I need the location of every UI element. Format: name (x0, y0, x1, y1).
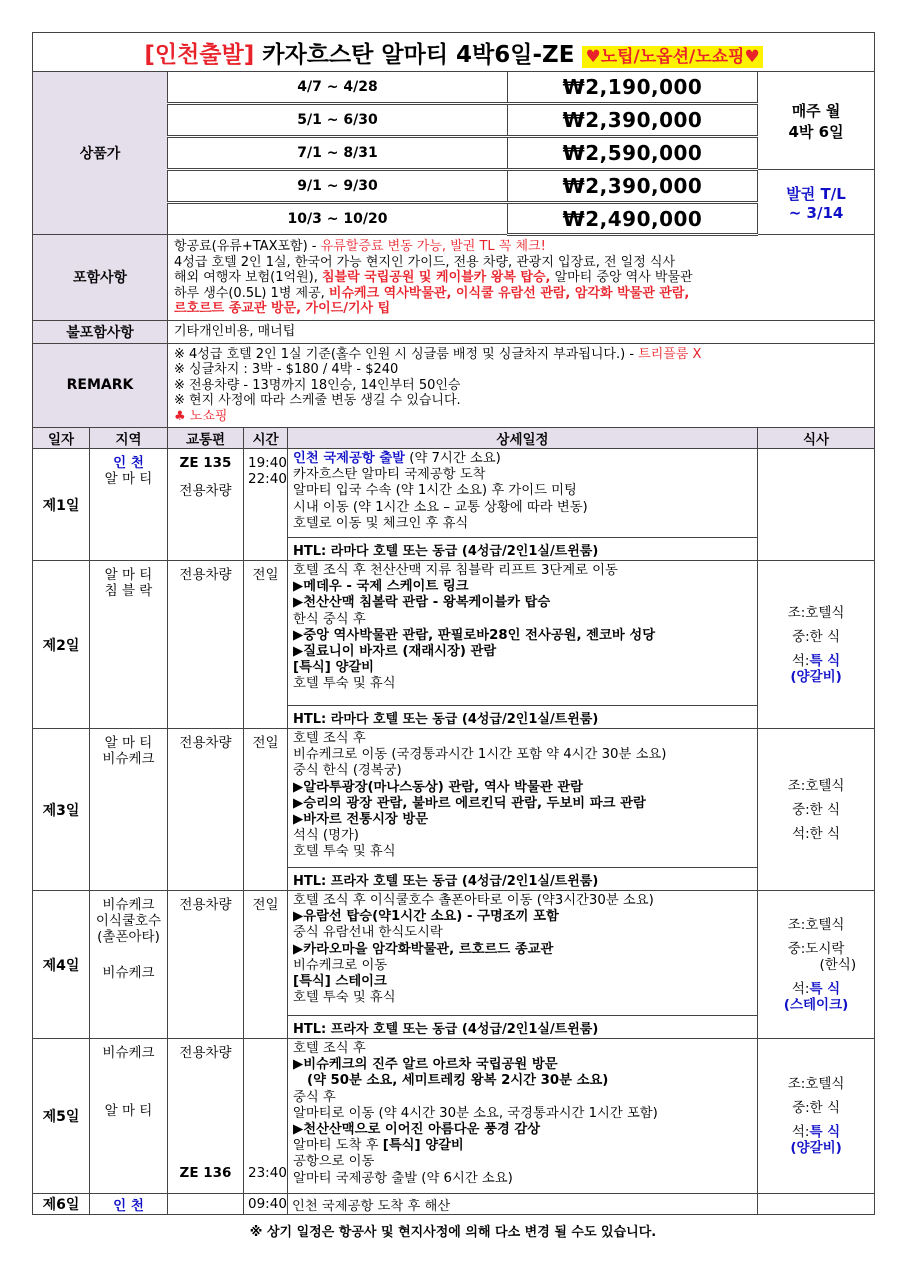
included-label: 포함사항 (33, 235, 168, 321)
region-name: 알 마 티 (104, 471, 153, 487)
schedule-note-2: 4박 6일 (788, 122, 844, 141)
price-date: 10/3 ~ 10/20 (168, 203, 508, 235)
day-transport: 전용차량 (168, 891, 244, 1039)
region-name: 비슈케크 (102, 1045, 155, 1061)
meal-special-detail: (양갈비) (790, 668, 842, 685)
detail-line: ▶중앙 역사박물관 관람, 판필로바28인 전사공원, 젠코바 성당 (293, 627, 656, 643)
included-line: 알마티 중앙 역사 박물관 (550, 270, 693, 285)
meal-dinner: 석:한 식 (792, 825, 841, 842)
detail-line: ▶유람선 탑승(약1시간 소요) - 구명조끼 포함 (293, 909, 559, 925)
day-time: 전일 (244, 561, 288, 729)
time-value: 19:40 (248, 455, 287, 471)
included-content (168, 235, 875, 321)
meal-breakfast: 조:호텔식 (787, 777, 845, 794)
region-name: 알 마 티 (104, 735, 153, 751)
day-time: 전일 (244, 729, 288, 891)
day-detail (288, 891, 758, 1016)
detail-line: 비슈케크로 이동 (293, 957, 388, 973)
title-main: 카자흐스탄 알마티 4박6일-ZE (262, 41, 575, 68)
detail-line: ▶메데우 - 국제 스케이트 링크 (293, 579, 469, 595)
detail-line: [특식] 양갈비 (293, 660, 375, 676)
day-meal (758, 449, 875, 561)
detail-line: (약 50분 소요, 세미트레킹 왕복 2시간 30분 소요) (307, 1073, 609, 1089)
region-name: (촐폰아타) (97, 929, 160, 945)
remark-line: ※ 4성급 호텔 2인 1실 기준(홀수 인원 시 싱글룸 배정 및 싱글차지 부과됩니다.) - (174, 346, 639, 362)
meal-special-detail: (스테이크) (783, 996, 849, 1013)
meal-special-detail: (양갈비) (790, 1140, 842, 1156)
meal-lunch: 중:한 식 (792, 801, 841, 818)
detail-line: 시내 이동 (약 1시간 소요 – 교통 상황에 따라 변동) (293, 499, 588, 515)
title-prefix: [인천출발] (144, 41, 255, 68)
header-time: 시간 (244, 428, 288, 449)
day-region (90, 891, 168, 1039)
included-highlight: 침블락 국립공원 및 케이블카 왕복 탑승, (321, 270, 551, 285)
day-label: 제5일 (33, 1039, 90, 1194)
remark-line: ※ 현지 사정에 따라 스케줄 변동 생길 수 있습니다. (174, 393, 461, 408)
detail-line: 한식 중식 후 (293, 611, 366, 627)
detail-line: 알마티 입국 수속 (약 1시간 소요) 후 가이드 미팅 (293, 483, 577, 499)
detail-line: 호텔 조식 후 이식쿨호수 촐폰아타로 이동 (약3시간30분 소요) (293, 893, 654, 908)
meal-lunch: 중:한 식 (792, 628, 841, 645)
day-label: 제3일 (33, 729, 90, 891)
included-highlight: 르호르트 종교관 방문, 가이드/기사 팁 (174, 301, 391, 316)
day-time: 전일 (244, 891, 288, 1039)
itinerary-page (32, 32, 874, 1240)
day-region: 인 천 (90, 1194, 168, 1215)
detail-line: 비슈케크로 이동 (국경통과시간 1시간 포함 약 4시간 30분 소요) (293, 747, 667, 763)
included-line: 하루 생수(0.5L) 1병 제공, (174, 285, 329, 301)
hotel-info: HTL: 라마다 호텔 또는 동급 (4성급/2인1실/트윈룸) (288, 538, 758, 561)
header-meal: 식사 (758, 428, 875, 449)
excluded-label: 불포함사항 (33, 320, 168, 343)
region-name: 인 천 (113, 455, 144, 471)
day-meal (758, 1039, 875, 1194)
meal-breakfast: 조:호텔식 (787, 916, 845, 933)
meal-lunch-detail: (한식) (819, 956, 857, 973)
detail-line: 중식 후 (293, 1089, 336, 1105)
detail-line: [특식] 스테이크 (293, 974, 387, 990)
detail-line: ▶천산산맥 침볼락 관람 - 왕복케이블카 탑승 (293, 595, 551, 611)
remark-line: 노쇼핑 (189, 408, 228, 424)
day-region (90, 729, 168, 891)
detail-line: [특식] 양갈비 (382, 1138, 464, 1154)
detail-line: 호텔 투숙 및 휴식 (293, 990, 396, 1006)
price-value: ₩2,390,000 (508, 170, 758, 203)
schedule-note (758, 72, 875, 170)
detail-line: ▶승리의 광장 관람, 불바르 에르킨딕 관람, 두보비 파크 관람 (293, 795, 646, 811)
detail-line: ▶알라투광장(마나스동상) 관람, 역사 박물관 관람 (293, 779, 583, 795)
day-transport: 전용차량 (168, 729, 244, 891)
region-name: 침 블 락 (104, 583, 153, 599)
day-label: 제6일 (33, 1194, 90, 1215)
detail-line: 알마티로 이동 (약 4시간 30분 소요, 국경통과시간 1시간 포함) (293, 1105, 658, 1121)
header-region: 지역 (90, 428, 168, 449)
remark-note: 트리플룸 X (638, 346, 702, 362)
header-transport: 교통편 (168, 428, 244, 449)
schedule-note-1: 매주 월 (791, 101, 841, 120)
included-highlight: 비슈케크 역사박물관, 이식쿨 유람선 관람, 암각화 박물관 관람, (328, 285, 690, 301)
hotel-info: HTL: 프라자 호텔 또는 동급 (4성급/2인1실/트윈룸) (288, 868, 758, 891)
day-label: 제2일 (33, 561, 90, 729)
meal-dinner: 석: (791, 1124, 810, 1140)
header-day: 일자 (33, 428, 90, 449)
detail-line: 호텔로 이동 및 체크인 후 휴식 (293, 515, 469, 531)
region-name: 알 마 티 (104, 1103, 153, 1119)
detail-line: 알마티 도착 후 (293, 1138, 383, 1154)
day-detail (288, 449, 758, 538)
transport-type: 전용차량 (179, 1045, 232, 1061)
title-tag-text: 노팁/노옵션/노쇼핑 (600, 46, 745, 67)
day-transport (168, 1194, 244, 1215)
day-region (90, 449, 168, 561)
detail-line: 중식 유람선내 한식도시락 (293, 925, 443, 941)
meal-dinner: 석: (791, 652, 810, 669)
detail-line: 호텔 투숙 및 휴식 (293, 844, 396, 860)
meal-lunch: 중:도시락 (787, 940, 845, 957)
detail-line: ▶바자르 전통시장 방문 (293, 812, 429, 828)
itinerary-table (32, 32, 875, 1215)
hotel-info: HTL: 라마다 호텔 또는 동급 (4성급/2인1실/트윈룸) (288, 706, 758, 729)
meal-special: 특 식 (809, 652, 841, 669)
header-detail: 상세일정 (288, 428, 758, 449)
detail-line: 중식 한식 (경복궁) (293, 763, 402, 779)
meal-special: 특 식 (809, 1124, 841, 1140)
detail-line: 알마티 국제공항 출발 (약 6시간 소요) (293, 1170, 513, 1186)
day-detail: 인천 국제공항 도착 후 해산 (288, 1194, 758, 1215)
day-time (244, 449, 288, 561)
page-title (33, 33, 875, 72)
day-transport (168, 1039, 244, 1194)
region-name: 비슈케크 (102, 897, 155, 913)
price-date: 4/7 ~ 4/28 (168, 72, 508, 104)
detail-line: 석식 (명가) (293, 828, 359, 844)
meal-dinner: 석: (791, 980, 810, 997)
day-detail (288, 561, 758, 706)
included-line: 항공료(유류+TAX포함) - (174, 239, 321, 254)
price-label: 상품가 (33, 72, 168, 235)
remark-line: ※ 싱글차지 : 3박 - $180 / 4박 - $240 (174, 362, 399, 377)
detail-line: ▶천산산맥으로 이어진 아름다운 풍경 감상 (293, 1122, 541, 1138)
price-date: 7/1 ~ 8/31 (168, 137, 508, 170)
excluded-content: 기타개인비용, 매너팁 (168, 320, 875, 343)
hotel-info: HTL: 프라자 호텔 또는 동급 (4성급/2인1실/트윈룸) (288, 1016, 758, 1039)
detail-line: 호텔 투숙 및 휴식 (293, 676, 396, 692)
day-detail (288, 729, 758, 868)
meal-breakfast: 조:호텔식 (787, 604, 845, 621)
price-value: ₩2,590,000 (508, 137, 758, 170)
flight-number: ZE 135 (179, 455, 232, 471)
club-icon: ♣ (174, 408, 186, 424)
included-line: 해외 여행자 보험(1억원), (174, 270, 322, 285)
day-detail (288, 1039, 758, 1194)
heart-icon: ♥ (585, 46, 601, 67)
detail-line: ▶비슈케크의 진주 알르 아르차 국립공원 방문 (293, 1057, 558, 1073)
day-meal (758, 891, 875, 1039)
detail-line: 호텔 조식 후 (293, 731, 366, 746)
price-date: 5/1 ~ 6/30 (168, 104, 508, 137)
detail-line: 카자흐스탄 알마티 국제공항 도착 (293, 467, 486, 483)
detail-line: 인천 국제공항 출발 (293, 451, 406, 466)
day-time: 09:40 (244, 1194, 288, 1215)
region-name: 비슈케크 (102, 965, 155, 981)
flight-number: ZE 136 (179, 1165, 232, 1181)
price-value: ₩2,490,000 (508, 203, 758, 235)
time-value: 23:40 (248, 1165, 287, 1181)
included-line-note: 유류할증료 변동 가능, 발권 TL 꼭 체크! (320, 239, 546, 254)
ticketing-1: 발권 T/L (786, 184, 846, 203)
price-date: 9/1 ~ 9/30 (168, 170, 508, 203)
price-value: ₩2,190,000 (508, 72, 758, 104)
remark-label: REMARK (33, 343, 168, 428)
day-region (90, 561, 168, 729)
transport-type: 전용차량 (179, 483, 232, 499)
detail-line: ▶카라오마을 암각화박물관, 르호르드 종교관 (293, 941, 554, 957)
detail-line: 호텔 조식 후 (293, 1041, 366, 1056)
title-tag (582, 46, 762, 68)
meal-breakfast: 조:호텔식 (787, 1076, 845, 1092)
remark-content (168, 343, 875, 428)
time-value: 22:40 (248, 471, 287, 487)
day-region (90, 1039, 168, 1194)
ticketing-deadline (758, 170, 875, 235)
included-line: 4성급 호텔 2인 1실, 한국어 가능 현지인 가이드, 전용 차량, 관광지 입장료, 전 일정 식사 (174, 254, 676, 270)
price-value: ₩2,390,000 (508, 104, 758, 137)
day-meal (758, 729, 875, 891)
day-label: 제1일 (33, 449, 90, 561)
region-name: 비슈케크 (102, 751, 155, 767)
remark-line: ※ 전용차량 - 13명까지 18인승, 14인부터 50인승 (174, 377, 461, 393)
meal-lunch: 중:한 식 (792, 1100, 841, 1116)
region-name: 알 마 티 (104, 567, 153, 583)
meal-special: 특 식 (809, 980, 841, 997)
day-time (244, 1039, 288, 1194)
detail-line: 호텔 조식 후 천산산맥 지류 침블락 리프트 3단계로 이동 (293, 563, 618, 578)
ticketing-2: ~ 3/14 (788, 203, 844, 222)
heart-icon: ♥ (744, 46, 760, 67)
day-transport: 전용차량 (168, 561, 244, 729)
detail-line: 공항으로 이동 (293, 1154, 375, 1170)
detail-line: (약 7시간 소요) (405, 451, 501, 466)
detail-line: ▶질료니이 바자르 (재래시장) 관람 (293, 644, 497, 660)
footer-note: ※ 상기 일정은 항공사 및 현지사정에 의해 다소 변경 될 수도 있습니다. (249, 1225, 657, 1240)
day-label: 제4일 (33, 891, 90, 1039)
region-name: 이식쿨호수 (95, 913, 162, 929)
day-meal (758, 1194, 875, 1215)
day-meal (758, 561, 875, 729)
day-transport (168, 449, 244, 561)
